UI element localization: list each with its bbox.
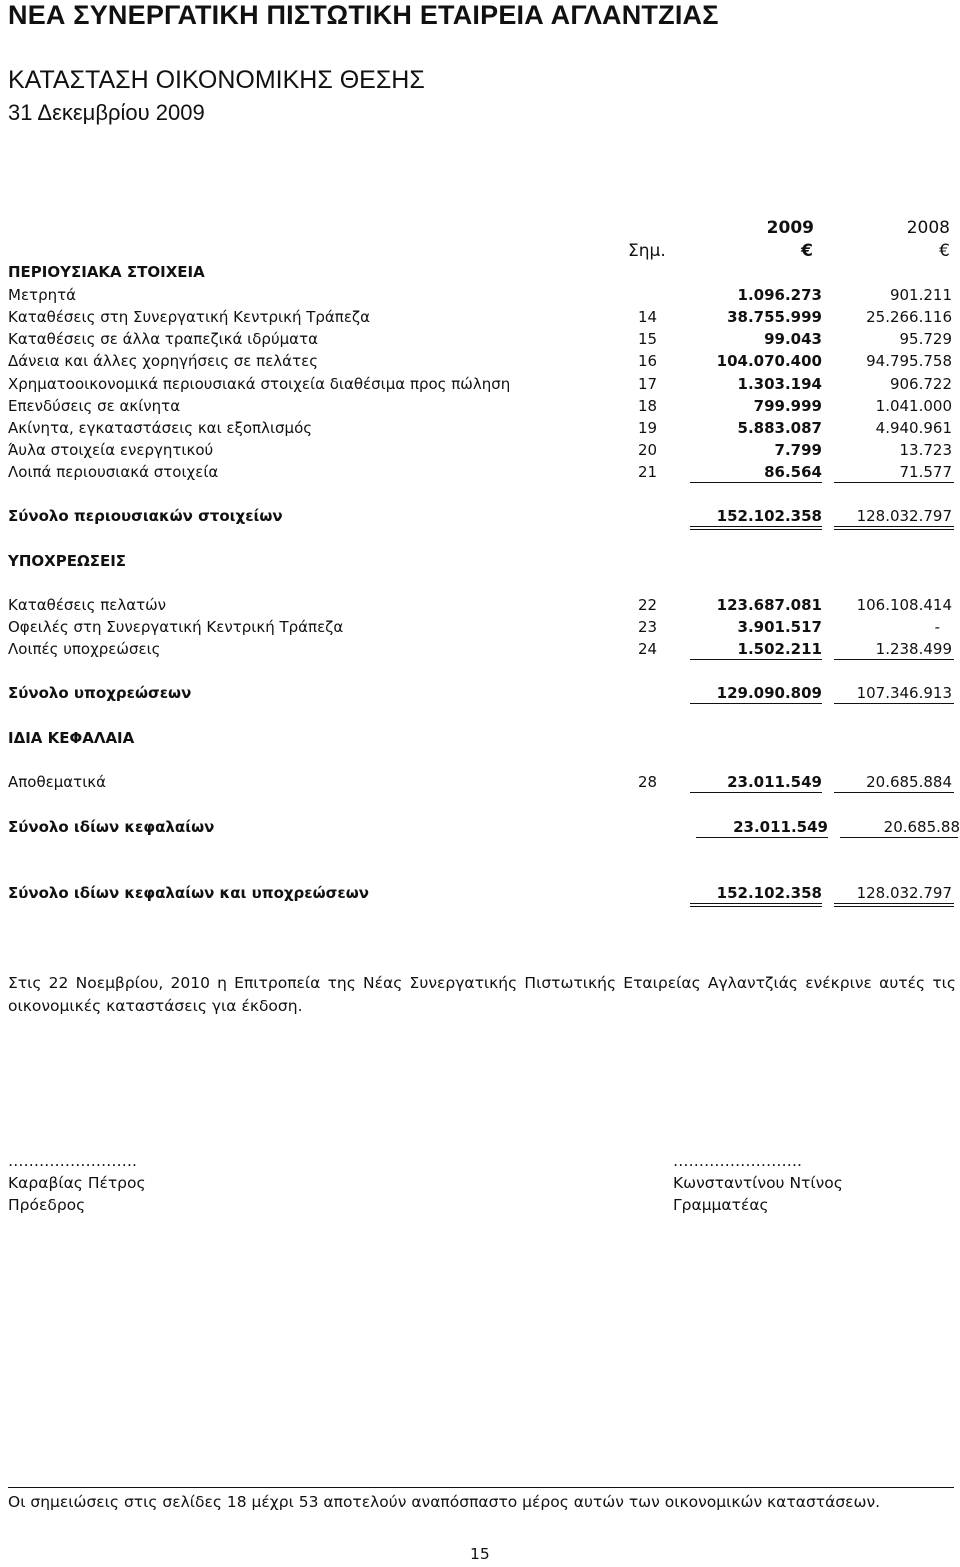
row-note: 21 (638, 463, 658, 481)
signature-line: ……………………. (673, 1152, 802, 1170)
total-label: Σύνολο υποχρεώσεων (8, 684, 192, 702)
signature-line: ……………………. (8, 1152, 137, 1170)
signature-block-chairman (8, 1150, 146, 1216)
subtotal-underline (690, 482, 822, 483)
row-label: Άυλα στοιχεία ενεργητικού (8, 441, 214, 459)
total-underline (834, 903, 954, 904)
row-label: Αποθεματικά (8, 773, 107, 791)
row-value-2008: 95.729 (899, 330, 952, 348)
table-row (0, 441, 960, 463)
subtotal-underline (690, 792, 822, 793)
signatory-name: Καραβίας Πέτρος (8, 1174, 146, 1192)
row-value-2008: 13.723 (899, 441, 952, 459)
row-value-2008: 20.685.884 (866, 773, 952, 791)
total-underline (834, 703, 954, 704)
total-value-2008: 107.346.913 (856, 684, 952, 702)
liabilities-section-title: ΥΠΟΧΡΕΩΣΕΙΣ (8, 552, 127, 570)
footer-divider (8, 1487, 954, 1488)
row-note: 18 (638, 397, 658, 415)
grand-total-2008: 128.032.797 (856, 884, 952, 902)
signatory-role: Πρόεδρος (8, 1196, 86, 1214)
table-row (0, 618, 960, 640)
total-underline (690, 526, 822, 527)
row-value-2009: 23.011.549 (727, 773, 822, 791)
currency-2009: € (801, 241, 813, 261)
signatory-name: Κωνσταντίνου Ντίνος (673, 1174, 843, 1192)
approval-paragraph: Στις 22 Νοεμβρίου, 2010 η Επιτροπεία της Νέας Συνεργατικής Πιστωτικής Εταιρείας Αγλαντζιάς ενέκρινε αυτές τις οικονομικές καταστάσεις για έκδοση. (8, 974, 956, 1015)
table-row (0, 308, 960, 330)
total-value-2009: 152.102.358 (716, 507, 822, 525)
row-value-2009: 1.303.194 (737, 375, 822, 393)
row-value-2008: 906.722 (889, 375, 952, 393)
total-underline (690, 906, 822, 907)
subtotal-underline (834, 659, 954, 660)
row-value-2009: 799.999 (753, 397, 822, 415)
subtotal-underline (834, 792, 954, 793)
total-value-2008: 20.685.88 (883, 818, 960, 836)
row-label: Λοιπά περιουσιακά στοιχεία (8, 463, 219, 481)
row-note: 20 (638, 441, 658, 459)
statement-title: ΚΑΤΑΣΤΑΣΗ ΟΙΚΟΝΟΜΙΚΗΣ ΘΕΣΗΣ (8, 66, 425, 94)
year-2009-header: 2009 (766, 218, 814, 238)
row-label: Ακίνητα, εγκαταστάσεις και εξοπλισμός (8, 419, 313, 437)
row-label: Επενδύσεις σε ακίνητα (8, 397, 181, 415)
row-value-2008: 25.266.116 (866, 308, 952, 326)
table-row (0, 397, 960, 419)
row-note: 19 (638, 419, 658, 437)
row-label: Καταθέσεις σε άλλα τραπεζικά ιδρύματα (8, 330, 318, 348)
row-label: Δάνεια και άλλες χορηγήσεις σε πελάτες (8, 352, 319, 370)
row-label: Καταθέσεις στη Συνεργατική Κεντρική Τράπεζα (8, 308, 370, 326)
row-value-2008: 71.577 (899, 463, 952, 481)
row-note: 15 (638, 330, 658, 348)
table-row (0, 286, 960, 308)
row-label: Λοιπές υποχρεώσεις (8, 640, 161, 658)
row-value-2009: 5.883.087 (737, 419, 822, 437)
row-note: 14 (638, 308, 658, 326)
subtotal-underline (834, 482, 954, 483)
signature-block-secretary (673, 1150, 843, 1216)
currency-2008: € (939, 241, 950, 261)
row-value-2009: 123.687.081 (716, 596, 822, 614)
row-value-2008: 1.041.000 (875, 397, 952, 415)
row-label: Οφειλές στη Συνεργατική Κεντρική Τράπεζα (8, 618, 344, 636)
total-underline (690, 703, 822, 704)
row-note: 22 (638, 596, 658, 614)
grand-total-2009: 152.102.358 (716, 884, 822, 902)
equity-section-title: ΙΔΙΑ ΚΕΦΑΛΑΙΑ (8, 729, 135, 747)
row-value-2008: 94.795.758 (866, 352, 952, 370)
row-value-2009: 1.502.211 (737, 640, 822, 658)
table-row (0, 419, 960, 441)
row-label: Καταθέσεις πελατών (8, 596, 167, 614)
note-column-header: Σημ. (628, 241, 666, 261)
row-note: 23 (638, 618, 658, 636)
row-value-2009: 86.564 (764, 463, 822, 481)
row-value-2008: 1.238.499 (875, 640, 952, 658)
table-row (0, 330, 960, 352)
row-value-2008: - (934, 618, 940, 636)
footnote: Οι σημειώσεις στις σελίδες 18 μέχρι 53 αποτελούν αναπόσπαστο μέρος αυτών των οικονομικών καταστάσεων. (8, 1493, 881, 1511)
row-value-2009: 104.070.400 (716, 352, 822, 370)
total-underline (834, 526, 954, 527)
total-value-2009: 129.090.809 (716, 684, 822, 702)
row-value-2008: 106.108.414 (856, 596, 952, 614)
total-underline (690, 529, 822, 530)
subtotal-underline (690, 659, 822, 660)
row-note: 24 (638, 640, 658, 658)
row-note: 28 (638, 773, 658, 791)
row-label: Μετρητά (8, 286, 77, 304)
row-value-2009: 38.755.999 (727, 308, 822, 326)
signatory-role: Γραμματέας (673, 1196, 769, 1214)
grand-total-label: Σύνολο ιδίων κεφαλαίων και υποχρεώσεων (8, 884, 369, 902)
total-underline (834, 906, 954, 907)
row-value-2009: 7.799 (774, 441, 822, 459)
total-label: Σύνολο ιδίων κεφαλαίων (8, 818, 215, 836)
statement-date: 31 Δεκεμβρίου 2009 (8, 100, 205, 125)
row-value-2009: 1.096.273 (737, 286, 822, 304)
row-value-2009: 99.043 (764, 330, 822, 348)
table-row (0, 375, 960, 397)
row-value-2008: 4.940.961 (875, 419, 952, 437)
company-name: ΝΕΑ ΣΥΝΕΡΓΑΤΙΚΗ ΠΙΣΤΩΤΙΚΗ ΕΤΑΙΡΕΙΑ ΑΓΛΑΝΤΖΙΑΣ (8, 0, 719, 30)
row-value-2009: 3.901.517 (737, 618, 822, 636)
page-number: 15 (470, 1545, 490, 1563)
total-underline (840, 837, 958, 838)
total-underline (834, 529, 954, 530)
total-value-2008: 128.032.797 (856, 507, 952, 525)
total-underline (696, 837, 828, 838)
table-row (0, 596, 960, 618)
table-row (0, 352, 960, 374)
assets-section-title: ΠΕΡΙΟΥΣΙΑΚΑ ΣΤΟΙΧΕΙΑ (8, 263, 205, 281)
row-value-2008: 901.211 (889, 286, 952, 304)
total-value-2009: 23.011.549 (733, 818, 828, 836)
total-label: Σύνολο περιουσιακών στοιχείων (8, 507, 283, 525)
total-underline (690, 903, 822, 904)
year-2008-header: 2008 (906, 218, 950, 238)
row-note: 16 (638, 352, 658, 370)
row-note: 17 (638, 375, 658, 393)
row-label: Χρηματοοικονομικά περιουσιακά στοιχεία διαθέσιμα προς πώληση (8, 375, 511, 393)
